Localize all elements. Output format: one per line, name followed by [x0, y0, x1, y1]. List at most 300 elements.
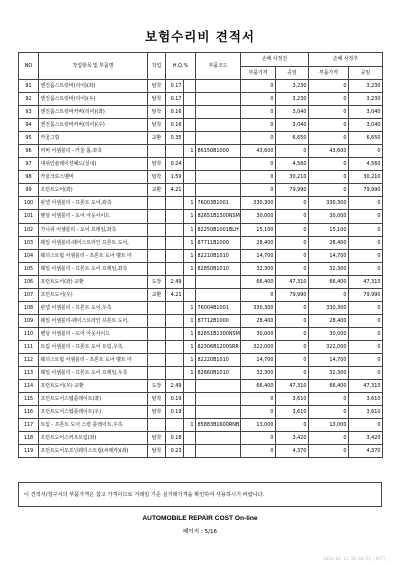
row-post-labor: 0	[349, 145, 383, 158]
row-pre-parts-price: 30,000	[241, 327, 276, 340]
row-no: 119	[19, 445, 39, 458]
row-hqty: 1.59	[166, 171, 184, 184]
row-pre-labor: 0	[276, 197, 309, 210]
table-row	[19, 80, 383, 93]
row-part-code: 87712B1000	[196, 314, 241, 327]
row-work-item: 커버 어셈블리 - 카울 톱,좌측	[39, 145, 148, 158]
row-qty: 1	[184, 314, 196, 327]
row-post-labor: 0	[349, 314, 383, 327]
row-pre-labor: 3,040	[276, 119, 309, 132]
row-work-item: 엔진룸스트럿바(리어)(좌)	[39, 80, 148, 93]
row-part-code: 76003B1001	[196, 197, 241, 210]
row-action	[148, 145, 166, 158]
row-post-parts-price: 0	[309, 171, 349, 184]
estimate-table	[18, 52, 383, 458]
row-pre-parts-price: 32,300	[241, 262, 276, 275]
row-pre-parts-price: 30,000	[241, 210, 276, 223]
row-qty	[184, 106, 196, 119]
row-part-code	[196, 119, 241, 132]
row-action: 탈착	[148, 93, 166, 106]
row-qty	[184, 171, 196, 184]
row-pre-labor: 3,230	[276, 80, 309, 93]
row-pre-labor: 4,370	[276, 445, 309, 458]
row-pre-parts-price: 14,700	[241, 353, 276, 366]
row-no: 110	[19, 327, 39, 340]
table-row	[19, 419, 383, 432]
page-number: 페이지 : 5/16	[182, 529, 218, 535]
row-part-code: 82860B1010	[196, 367, 241, 380]
row-pre-labor: 0	[276, 210, 309, 223]
table-row	[19, 445, 383, 458]
table-row	[19, 132, 383, 145]
row-pre-labor: 3,230	[276, 93, 309, 106]
row-no: 103	[19, 236, 39, 249]
row-work-item: 프런트도어스텝플레이트(우)	[39, 406, 148, 419]
row-post-parts-price: 32,300	[309, 367, 349, 380]
row-post-labor: 0	[349, 340, 383, 353]
row-post-labor: 30,210	[349, 171, 383, 184]
table-row	[19, 106, 383, 119]
row-post-parts-price: 0	[309, 80, 349, 93]
row-action	[148, 327, 166, 340]
row-work-item: 판넬 어셈블리 - 프론트 도어,좌측	[39, 197, 148, 210]
row-post-parts-price: 0	[309, 406, 349, 419]
row-post-parts-price: 0	[309, 93, 349, 106]
footer-title: AUTOMOBILE REPAIR COST On-line	[142, 515, 258, 522]
row-post-labor: 47,310	[349, 275, 383, 288]
row-hqty: 4.21	[166, 288, 184, 301]
row-part-code: 82850B1010	[196, 262, 241, 275]
row-action: 탈착	[148, 406, 166, 419]
row-qty	[184, 80, 196, 93]
row-qty: 1	[184, 249, 196, 262]
row-work-item: 웨일 어셈블리-웨이스트라인 프론트 도어,	[39, 236, 148, 249]
row-part-code	[196, 184, 241, 197]
row-action: 탈착	[148, 445, 166, 458]
row-work-item: 트림 어셈블리 - 프론트 도어 트림,우측	[39, 340, 148, 353]
row-hqty	[166, 145, 184, 158]
row-hqty: 0.17	[166, 80, 184, 93]
row-no: 92	[19, 93, 39, 106]
row-work-item: 대쉬인슐레이션패드(실내)	[39, 158, 148, 171]
row-pre-parts-price: 0	[241, 445, 276, 458]
row-action	[148, 236, 166, 249]
row-qty: 1	[184, 353, 196, 366]
row-qty: 1	[184, 301, 196, 314]
row-post-labor: 4,560	[349, 158, 383, 171]
row-work-item: 프런트도어(우) 교환	[39, 380, 148, 393]
row-part-code: 86150B1000	[196, 145, 241, 158]
row-post-labor: 0	[349, 301, 383, 314]
table-row	[19, 340, 383, 353]
row-post-labor: 0	[349, 367, 383, 380]
row-part-code	[196, 380, 241, 393]
row-post-parts-price: 66,400	[309, 275, 349, 288]
row-work-item: 웨더스트립 어셈블리 - 프론트 도어 벨트 아	[39, 353, 148, 366]
row-post-labor: 0	[349, 327, 383, 340]
row-post-labor: 0	[349, 249, 383, 262]
row-no: 99	[19, 184, 39, 197]
row-pre-labor: 3,610	[276, 406, 309, 419]
table-row	[19, 301, 383, 314]
row-post-labor: 0	[349, 236, 383, 249]
row-no: 93	[19, 106, 39, 119]
row-qty	[184, 406, 196, 419]
table-row	[19, 197, 383, 210]
row-hqty: 0.18	[166, 432, 184, 445]
row-work-item: 프런트도어스커프트림(좌)	[39, 432, 148, 445]
row-qty: 1	[184, 262, 196, 275]
row-no: 94	[19, 119, 39, 132]
row-pre-parts-price: 0	[241, 171, 276, 184]
table-row	[19, 432, 383, 445]
row-pre-labor: 0	[276, 340, 309, 353]
row-post-labor: 0	[349, 419, 383, 432]
row-action: 탈착	[148, 432, 166, 445]
row-pre-labor: 0	[276, 262, 309, 275]
row-work-item: 프런트도어(좌) 교환	[39, 275, 148, 288]
row-work-item: 웨일 어셈블리 - 프론트 도어 프레임,우측	[39, 367, 148, 380]
row-no: 98	[19, 171, 39, 184]
row-qty	[184, 158, 196, 171]
row-hqty	[166, 340, 184, 353]
row-pre-parts-price: 0	[241, 132, 276, 145]
row-part-code	[196, 80, 241, 93]
row-hqty	[166, 236, 184, 249]
row-action: 탈착	[148, 158, 166, 171]
row-no: 95	[19, 132, 39, 145]
row-part-code	[196, 432, 241, 445]
row-post-parts-price: 0	[309, 393, 349, 406]
row-pre-labor: 0	[276, 314, 309, 327]
table-row	[19, 145, 383, 158]
row-pre-labor: 0	[276, 327, 309, 340]
row-pre-parts-price: 0	[241, 432, 276, 445]
row-action	[148, 340, 166, 353]
row-work-item: 트림 - 프론트 도어 스컬 플레이트,우측	[39, 419, 148, 432]
row-part-code: 82210B1010	[196, 249, 241, 262]
row-action: 탈착	[148, 171, 166, 184]
row-action	[148, 301, 166, 314]
row-post-parts-price: 28,400	[309, 314, 349, 327]
row-hqty: 0.16	[166, 119, 184, 132]
row-pre-parts-price: 322,000	[241, 340, 276, 353]
row-action: 교환	[148, 288, 166, 301]
row-post-parts-price: 0	[309, 288, 349, 301]
row-post-parts-price: 14,700	[309, 249, 349, 262]
row-hqty: 0.19	[166, 393, 184, 406]
row-work-item: 엔진룸스트럿바(리어)(우)	[39, 93, 148, 106]
row-pre-labor: 3,420	[276, 432, 309, 445]
row-work-item: 엔진룸스트럿바커버(리어)(좌)	[39, 106, 148, 119]
row-hqty: 0.16	[166, 106, 184, 119]
header-no: NO	[19, 53, 39, 80]
row-pre-labor: 0	[276, 301, 309, 314]
row-post-labor: 79,990	[349, 184, 383, 197]
row-part-code	[196, 275, 241, 288]
row-part-code	[196, 132, 241, 145]
table-row	[19, 380, 383, 393]
row-work-item: 벤딩 어셈블리 - 도어 아웃사이드	[39, 327, 148, 340]
table-row	[19, 288, 383, 301]
row-part-code: 82651B1300NSM	[196, 210, 241, 223]
row-pre-labor: 6,650	[276, 132, 309, 145]
row-hqty: 0.17	[166, 93, 184, 106]
row-post-labor: 3,230	[349, 80, 383, 93]
row-no: 106	[19, 275, 39, 288]
row-post-labor: 3,230	[349, 93, 383, 106]
row-post-parts-price: 43,600	[309, 145, 349, 158]
row-part-code: 82250B1001BLH	[196, 223, 241, 236]
row-part-code: 82651B1300NSM	[196, 327, 241, 340]
header-work-item: 작업항목 및 부품명	[39, 53, 148, 80]
row-qty: 1	[184, 419, 196, 432]
row-work-item: 엔진룸스트럿바커버(리어)(우)	[39, 119, 148, 132]
table-row	[19, 158, 383, 171]
row-pre-parts-price: 15,100	[241, 223, 276, 236]
row-post-parts-price: 14,700	[309, 353, 349, 366]
row-post-parts-price: 0	[309, 445, 349, 458]
row-pre-labor: 47,310	[276, 380, 309, 393]
row-no: 97	[19, 158, 39, 171]
row-pre-parts-price: 330,300	[241, 197, 276, 210]
row-hqty	[166, 314, 184, 327]
row-action	[148, 419, 166, 432]
row-action: 교환	[148, 132, 166, 145]
row-action: 도장	[148, 275, 166, 288]
row-pre-parts-price: 0	[241, 184, 276, 197]
row-action	[148, 262, 166, 275]
row-work-item: 웨일 어셈블리-웨이스트라인 프론트 도어,	[39, 314, 148, 327]
header-pre-labor: 공임	[276, 66, 309, 80]
row-work-item: 가니쉬 어셈블리 - 도어 프레임,좌측	[39, 223, 148, 236]
row-post-parts-price: 0	[309, 432, 349, 445]
row-pre-labor: 0	[276, 236, 309, 249]
row-part-code	[196, 106, 241, 119]
row-part-code: 76004B1001	[196, 301, 241, 314]
row-qty	[184, 184, 196, 197]
header-post-labor: 공임	[349, 66, 383, 80]
row-post-labor: 4,370	[349, 445, 383, 458]
row-qty: 1	[184, 340, 196, 353]
row-hqty: 0.35	[166, 132, 184, 145]
row-part-code	[196, 288, 241, 301]
row-action	[148, 249, 166, 262]
row-pre-parts-price: 14,700	[241, 249, 276, 262]
row-part-code: 82220B1010	[196, 353, 241, 366]
row-qty: 1	[184, 223, 196, 236]
row-no: 101	[19, 210, 39, 223]
timestamp: 2024-03-11 10:40:52 (KST)	[322, 556, 386, 561]
row-hqty	[166, 262, 184, 275]
row-action: 탈착	[148, 106, 166, 119]
row-hqty: 0.23	[166, 445, 184, 458]
row-pre-parts-price: 0	[241, 119, 276, 132]
row-post-labor: 0	[349, 262, 383, 275]
row-work-item: 카울그릴	[39, 132, 148, 145]
row-post-labor: 6,650	[349, 132, 383, 145]
row-work-item: 프런트도어오프닝웨더스트립(씨레카)(좌)	[39, 445, 148, 458]
row-hqty	[166, 210, 184, 223]
row-part-code	[196, 445, 241, 458]
row-pre-labor: 0	[276, 145, 309, 158]
row-post-labor: 79,990	[349, 288, 383, 301]
row-post-parts-price: 330,300	[309, 197, 349, 210]
row-action	[148, 353, 166, 366]
row-action	[148, 210, 166, 223]
table-row	[19, 119, 383, 132]
row-post-parts-price: 0	[309, 158, 349, 171]
row-work-item: 프런트도어스텝플레이트(좌)	[39, 393, 148, 406]
row-no: 107	[19, 288, 39, 301]
row-no: 91	[19, 80, 39, 93]
row-qty	[184, 393, 196, 406]
row-post-parts-price: 32,300	[309, 262, 349, 275]
row-part-code: 82306B1200SRR	[196, 340, 241, 353]
row-qty: 1	[184, 145, 196, 158]
row-hqty	[166, 327, 184, 340]
row-pre-labor: 3,610	[276, 393, 309, 406]
disclaimer-note: 이 견적서/청구서의 부품가격은 참고 가격이므로 거래일 기준 실거래가격을 확인하여 사용하시기 바랍니다.	[18, 482, 382, 507]
table-row	[19, 210, 383, 223]
header-hqty: H.Q,%	[166, 53, 196, 80]
table-body	[19, 80, 383, 458]
header-pre-parts-price: 부품가격	[241, 66, 276, 80]
row-action: 탈착	[148, 80, 166, 93]
table-row	[19, 249, 383, 262]
row-post-parts-price: 330,300	[309, 301, 349, 314]
row-pre-parts-price: 66,400	[241, 275, 276, 288]
row-qty	[184, 93, 196, 106]
row-pre-parts-price: 0	[241, 106, 276, 119]
row-post-labor: 3,420	[349, 432, 383, 445]
row-post-labor: 3,610	[349, 406, 383, 419]
row-action: 탈착	[148, 119, 166, 132]
table-row	[19, 393, 383, 406]
row-qty: 1	[184, 367, 196, 380]
row-action	[148, 223, 166, 236]
row-qty: 1	[184, 197, 196, 210]
row-pre-labor: 47,310	[276, 275, 309, 288]
row-no: 108	[19, 301, 39, 314]
row-action	[148, 314, 166, 327]
row-qty: 1	[184, 210, 196, 223]
row-pre-parts-price: 28,400	[241, 314, 276, 327]
row-post-parts-price: 66,400	[309, 380, 349, 393]
row-pre-parts-price: 28,400	[241, 236, 276, 249]
header-part-code: 부품코드	[196, 53, 241, 80]
row-pre-labor: 0	[276, 353, 309, 366]
table-row	[19, 236, 383, 249]
row-pre-labor: 3,040	[276, 106, 309, 119]
row-post-parts-price: 0	[309, 106, 349, 119]
row-no: 102	[19, 223, 39, 236]
header-post-assessment: 손해 사정후	[309, 53, 383, 67]
header-action: 작업	[148, 53, 166, 80]
table-row	[19, 367, 383, 380]
header-post-parts-price: 부품가격	[309, 66, 349, 80]
row-hqty	[166, 223, 184, 236]
row-post-labor: 0	[349, 210, 383, 223]
row-part-code: 87711B1000	[196, 236, 241, 249]
table-row	[19, 275, 383, 288]
row-hqty: 0.24	[166, 158, 184, 171]
table-row	[19, 406, 383, 419]
row-hqty: 4.21	[166, 184, 184, 197]
row-post-parts-price: 28,400	[309, 236, 349, 249]
row-post-labor: 0	[349, 353, 383, 366]
row-post-parts-price: 0	[309, 132, 349, 145]
row-post-parts-price: 15,100	[309, 223, 349, 236]
row-qty	[184, 432, 196, 445]
table-header	[19, 53, 383, 80]
row-pre-parts-price: 0	[241, 393, 276, 406]
row-post-parts-price: 322,000	[309, 340, 349, 353]
row-post-labor: 47,310	[349, 380, 383, 393]
row-no: 118	[19, 432, 39, 445]
row-part-code	[196, 393, 241, 406]
table-row	[19, 327, 383, 340]
row-part-code	[196, 158, 241, 171]
row-no: 117	[19, 419, 39, 432]
row-work-item: 프런트도어(우)	[39, 288, 148, 301]
table-row	[19, 223, 383, 236]
row-no: 105	[19, 262, 39, 275]
row-hqty	[166, 367, 184, 380]
row-pre-parts-price: 0	[241, 80, 276, 93]
row-pre-labor: 4,560	[276, 158, 309, 171]
row-part-code	[196, 171, 241, 184]
row-action: 도장	[148, 380, 166, 393]
row-qty	[184, 445, 196, 458]
row-pre-labor: 0	[276, 419, 309, 432]
row-no: 109	[19, 314, 39, 327]
row-action	[148, 367, 166, 380]
row-post-labor: 0	[349, 197, 383, 210]
row-post-parts-price: 0	[309, 184, 349, 197]
row-action: 교환	[148, 184, 166, 197]
row-post-parts-price: 13,000	[309, 419, 349, 432]
row-part-code: 85883B1600RNB	[196, 419, 241, 432]
row-no: 100	[19, 197, 39, 210]
table-row	[19, 314, 383, 327]
row-no: 113	[19, 367, 39, 380]
row-pre-labor: 79,990	[276, 184, 309, 197]
row-qty: 1	[184, 327, 196, 340]
row-post-labor: 3,040	[349, 119, 383, 132]
row-no: 114	[19, 380, 39, 393]
row-qty	[184, 119, 196, 132]
row-hqty: 2.49	[166, 275, 184, 288]
row-post-labor: 3,610	[349, 393, 383, 406]
row-no: 96	[19, 145, 39, 158]
row-hqty	[166, 249, 184, 262]
row-no: 116	[19, 406, 39, 419]
row-qty	[184, 275, 196, 288]
row-work-item: 판넬 어셈블리 - 프론트 도어,우측	[39, 301, 148, 314]
row-hqty: 2.49	[166, 380, 184, 393]
table-row	[19, 93, 383, 106]
document-title: 보험수리비 견적서	[145, 29, 255, 44]
row-qty	[184, 132, 196, 145]
row-work-item: 프런트도어(좌)	[39, 184, 148, 197]
row-part-code	[196, 406, 241, 419]
row-no: 104	[19, 249, 39, 262]
row-no: 112	[19, 353, 39, 366]
row-qty	[184, 288, 196, 301]
row-post-parts-price: 30,000	[309, 210, 349, 223]
row-pre-parts-price: 43,600	[241, 145, 276, 158]
